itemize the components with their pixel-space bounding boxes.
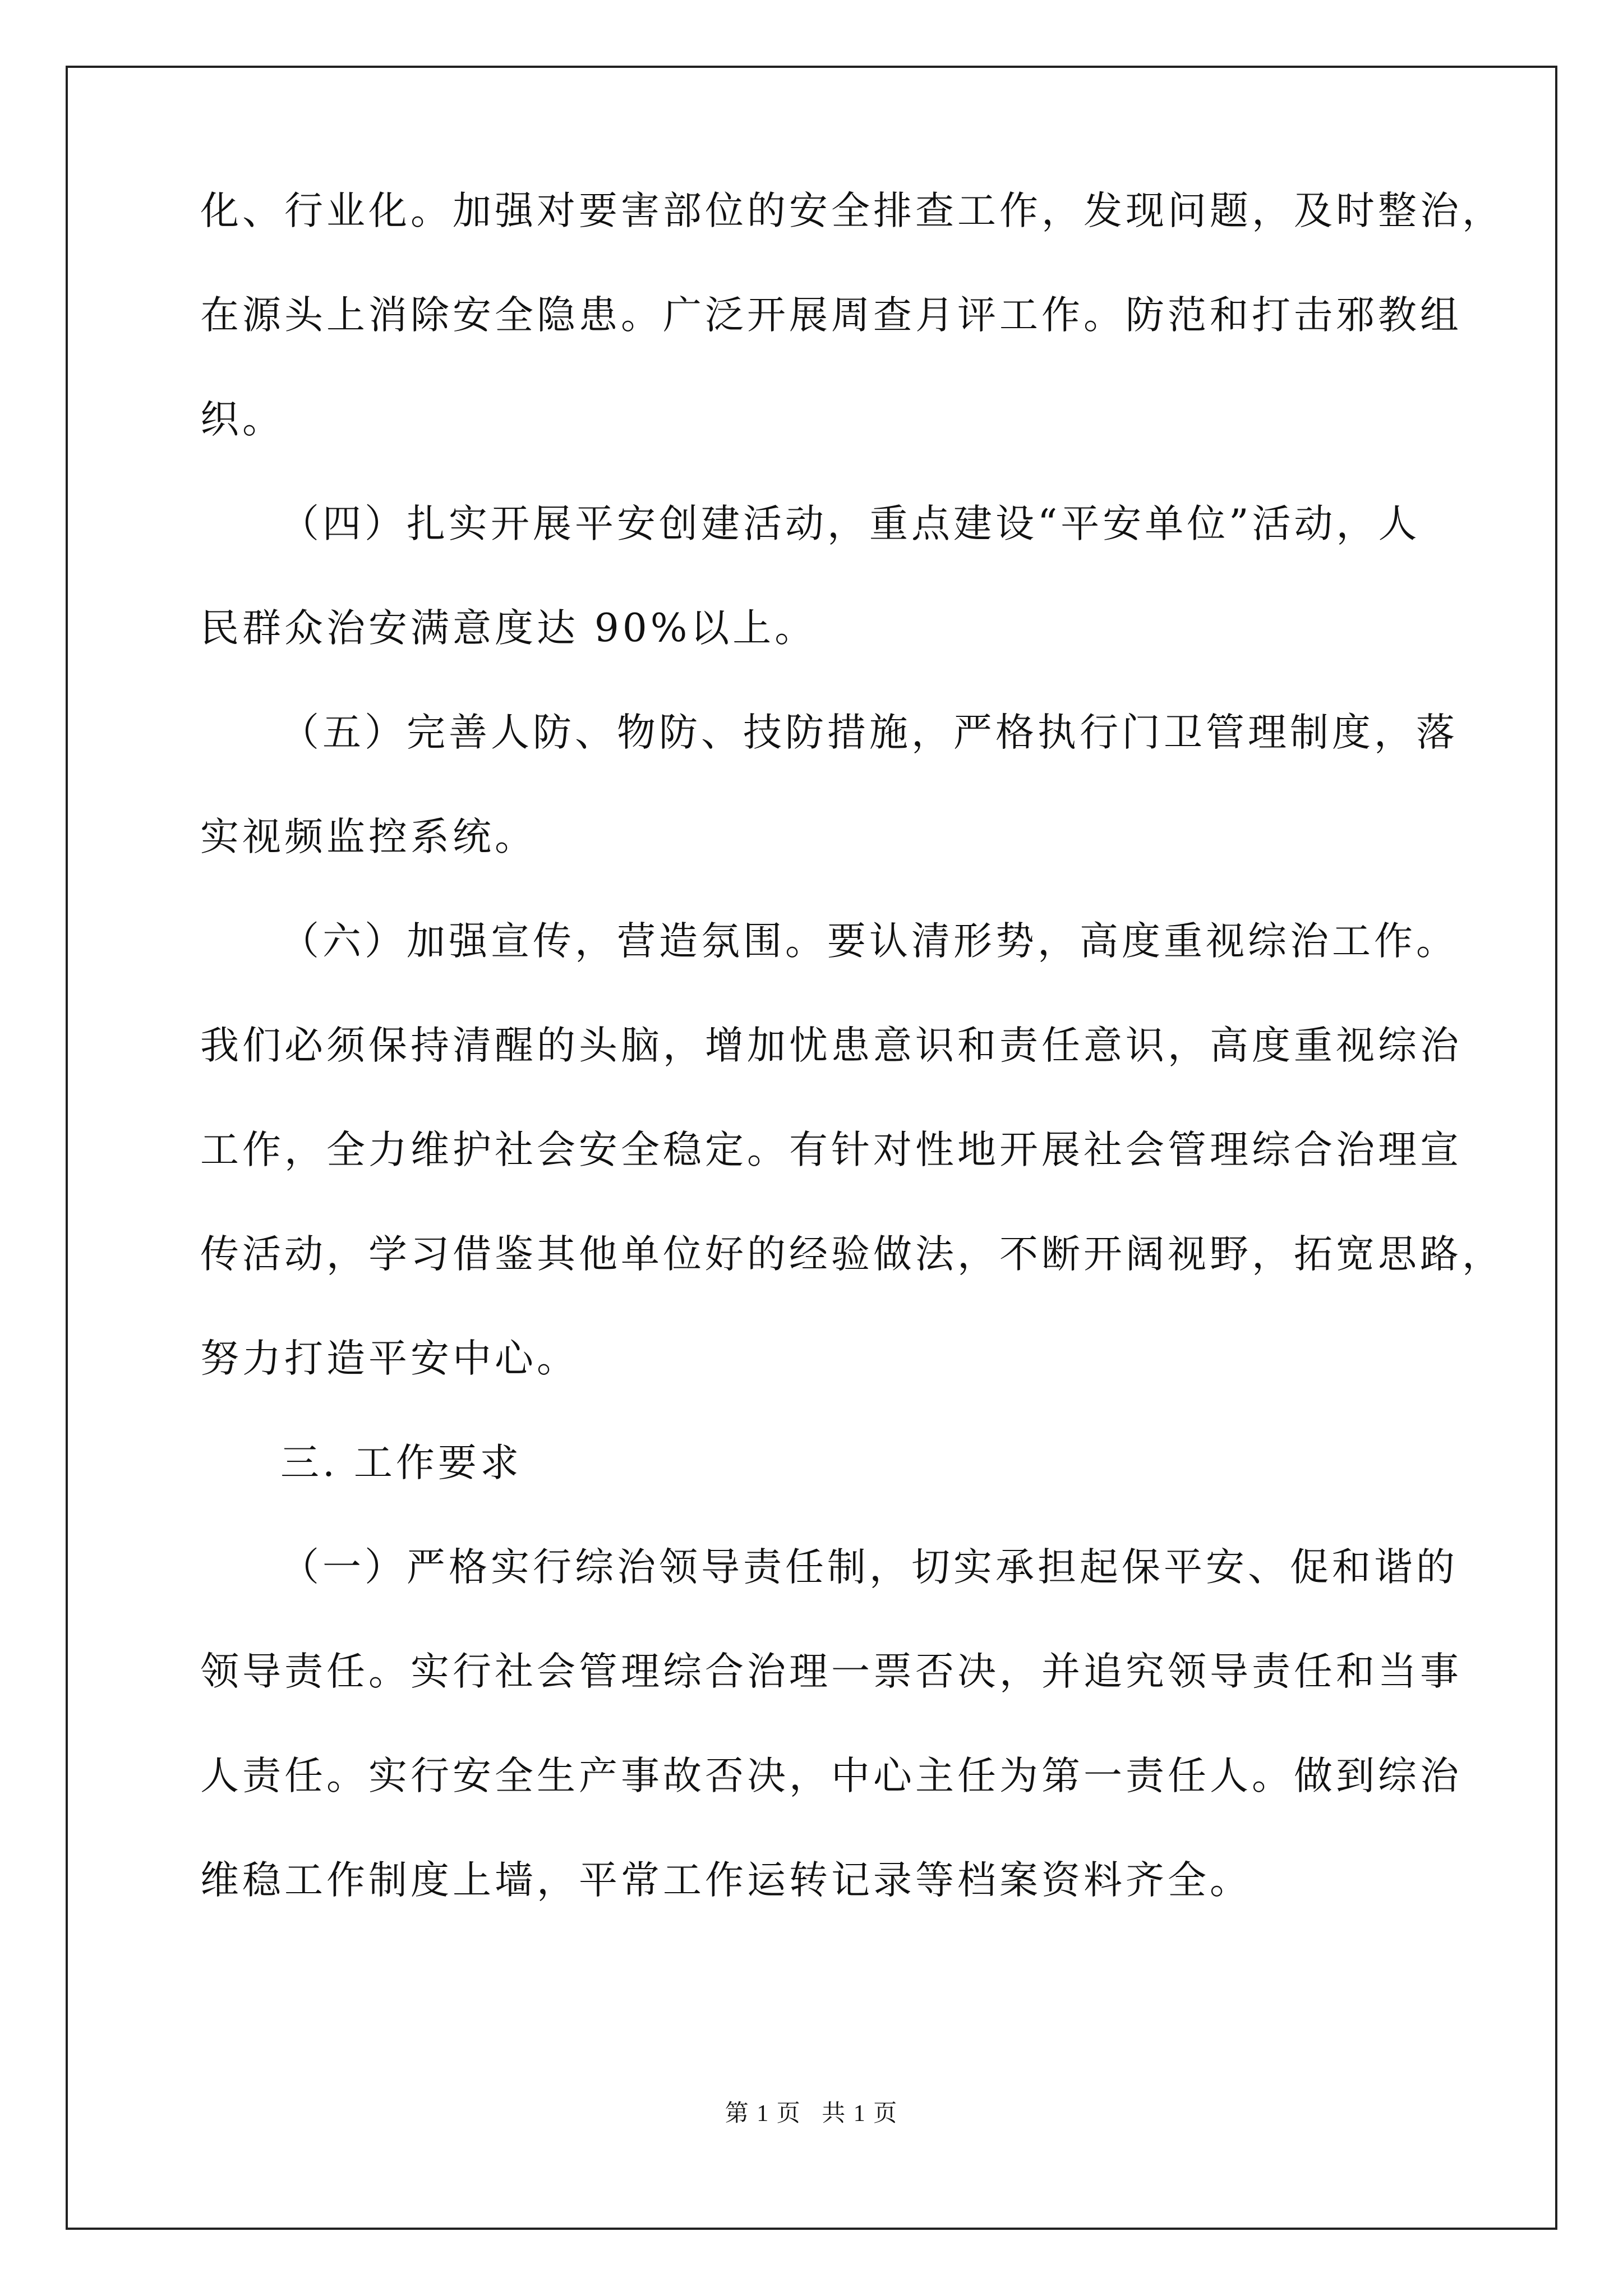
paragraph-line: 化、行业化。加强对要害部位的安全排查工作，发现问题，及时整治，: [200, 188, 1504, 233]
paragraph-line: （四）扎实开展平安创建活动，重点建设“平安单位”活动，人: [280, 501, 1421, 546]
paragraph-line: 织。: [200, 397, 284, 442]
paragraph-line: 传活动，学习借鉴其他单位好的经验做法，不断开阔视野，拓宽思路，: [200, 1232, 1504, 1277]
paragraph-line: 工作，全力维护社会安全稳定。有针对性地开展社会管理综合治理宣: [200, 1128, 1462, 1172]
paragraph-line: （五）完善人防、物防、技防措施，严格执行门卫管理制度，落: [280, 710, 1458, 755]
paragraph-line: 实视频监控系统。: [200, 815, 537, 859]
paragraph-line: 在源头上消除安全隐患。广泛开展周查月评工作。防范和打击邪教组: [200, 293, 1462, 338]
paragraph-line: 我们必须保持清醒的头脑，增加忧患意识和责任意识，高度重视综治: [200, 1023, 1462, 1068]
paragraph-line: 努力打造平安中心。: [200, 1336, 579, 1381]
paragraph-line: （一）严格实行综治领导责任制，切实承担起保平安、促和谐的: [280, 1545, 1458, 1590]
paragraph-line: 领导责任。实行社会管理综合治理一票否决，并追究领导责任和当事: [200, 1649, 1462, 1694]
paragraph-line: 维稳工作制度上墙，平常工作运转记录等档案资料齐全。: [200, 1858, 1252, 1903]
paragraph-line: 民群众治安满意度达 90%以上。: [200, 606, 817, 651]
page-footer: [0, 2097, 1623, 2131]
paragraph-line: 人责任。实行安全生产事故否决，中心主任为第一责任人。做到综治: [200, 1754, 1462, 1798]
page-number: 第 1 页: [725, 2101, 801, 2127]
page-total: 共 1 页: [822, 2101, 898, 2127]
paragraph-line: （六）加强宣传，营造氛围。要认清形势，高度重视综治工作。: [280, 919, 1458, 964]
section-heading: 三. 工作要求: [280, 1441, 522, 1485]
